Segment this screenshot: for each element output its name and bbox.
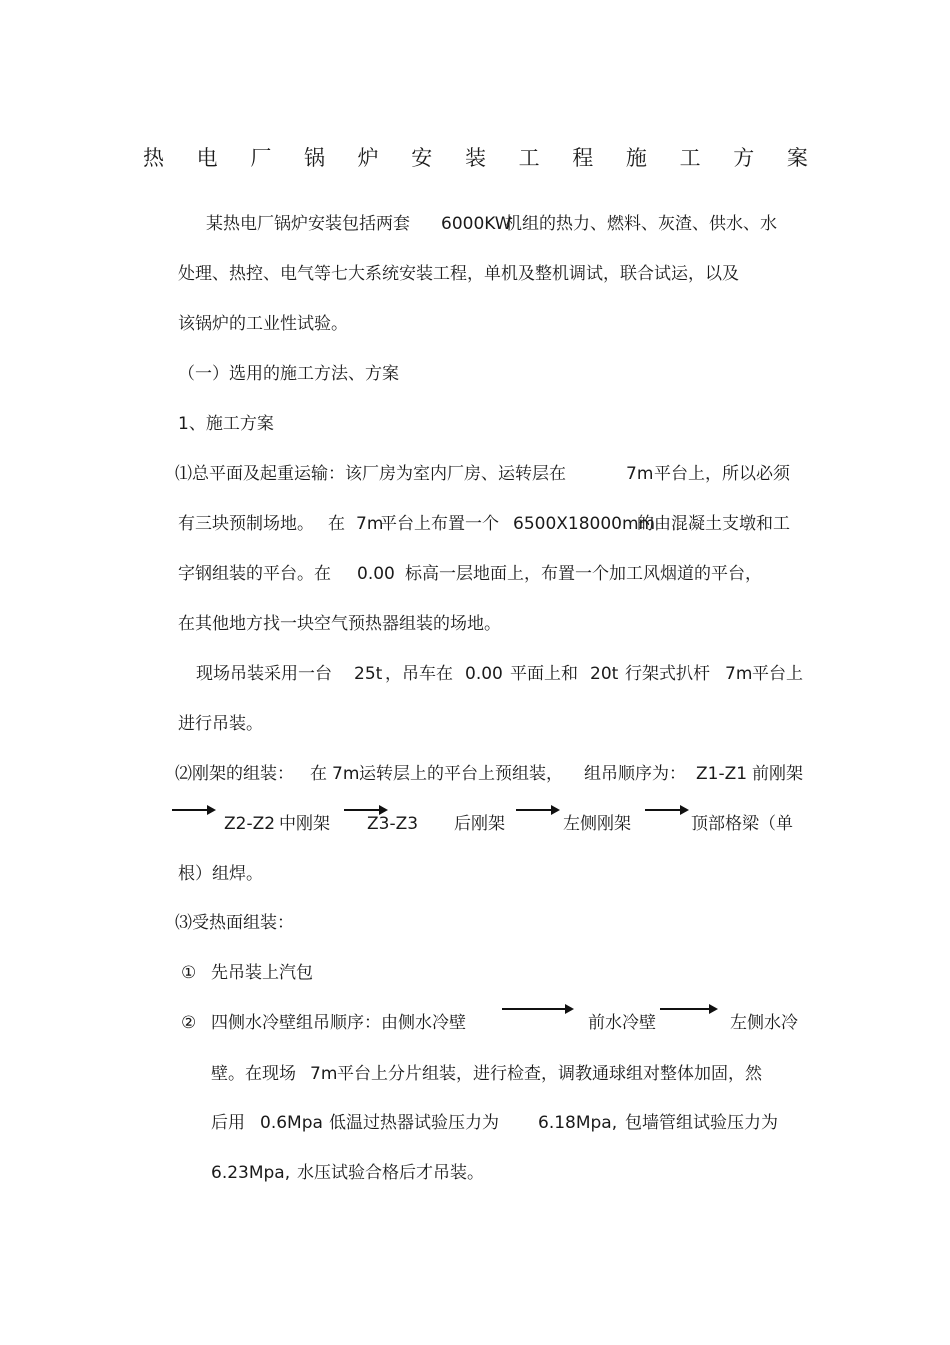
item2-seq2b: 后刚架	[454, 814, 505, 834]
crane-line1-g: 行架式扒杆	[625, 664, 710, 684]
item1-line3-a: 字钢组装的平台。在	[178, 564, 331, 584]
para1-line2: 处理、热控、电气等七大系统安装工程，单机及整机调试，联合试运，以及	[178, 264, 739, 284]
item2-line1-c: 7m	[332, 764, 360, 784]
item1-line1-text: ⑴总平面及起重运输：该厂房为室内厂房、运转层在	[175, 464, 566, 484]
item3-step2-line3-b: 0.6Mpa	[260, 1113, 323, 1133]
item2-seq1b: 中刚架	[279, 814, 330, 834]
para1-line1-power: 6000KW	[441, 214, 512, 234]
item2-seq4: 顶部格梁（单	[691, 814, 793, 834]
item3-step2-c: 左侧水冷	[730, 1013, 798, 1033]
para1-line3: 该锅炉的工业性试验。	[178, 314, 348, 334]
item3-step2-line2-a: 壁。在现场	[211, 1064, 296, 1084]
title-char: 施	[625, 146, 647, 170]
arrow-right-icon	[172, 805, 216, 815]
item2-seq1: Z2-Z2	[224, 814, 276, 834]
item1-line2-b: 在	[328, 514, 345, 534]
title-char: 工	[518, 146, 540, 170]
item2-line1-b: 在	[310, 764, 327, 784]
crane-line1-b: 25t	[354, 664, 383, 684]
crane-line1-a: 现场吊装采用一台	[196, 664, 332, 684]
crane-line1-c: ，吊车在	[385, 664, 453, 684]
item2-line1-a: ⑵刚架的组装：	[175, 764, 294, 784]
item2-line1-d: 运转层上的平台上预组装，	[359, 764, 563, 784]
item3-step2-line4-b: 水压试验合格后才吊装。	[297, 1163, 484, 1183]
item3-step2-line3-a: 后用	[211, 1113, 245, 1133]
title-char: 装	[464, 146, 486, 170]
item3-step1-number: ①	[181, 963, 197, 983]
item1-line3-rest: 标高一层地面上，布置一个加工风烟道的平台，	[405, 564, 762, 584]
item1-line2-d: 平台上布置一个	[380, 514, 499, 534]
title-char: 方	[733, 146, 755, 170]
crane-line1-i: 平台上	[752, 664, 803, 684]
crane-line1-f: 20t	[590, 664, 619, 684]
item1-line2-dimension: 6500X18000mm	[513, 514, 656, 534]
document-title	[143, 146, 808, 170]
title-char: 电	[196, 146, 218, 170]
section-heading: （一）选用的施工方法、方案	[178, 364, 399, 384]
item3-step2-line2-c: 平台上分片组装，进行检查，调教通球组对整体加固，然	[337, 1064, 762, 1084]
item3-step2-line2-b: 7m	[310, 1064, 338, 1084]
title-char: 热	[143, 146, 164, 170]
item3-step2-a: 四侧水冷壁组吊顺序：由侧水冷壁	[211, 1013, 466, 1033]
crane-line2: 进行吊装。	[178, 714, 263, 734]
item3-step1: 先吊装上汽包	[211, 963, 313, 983]
title-char: 工	[679, 146, 701, 170]
crane-line1-d: 0.00	[465, 664, 503, 684]
item2-line1-g: 前刚架	[752, 764, 803, 784]
item1-line4: 在其他地方找一块空气预热器组装的场地。	[178, 614, 501, 634]
item2-line3: 根）组焊。	[178, 864, 263, 884]
arrow-right-icon	[660, 1004, 718, 1014]
para1-line1-text: 某热电厂锅炉安装包括两套	[206, 214, 410, 234]
title-char: 安	[411, 146, 433, 170]
title-char: 锅	[303, 146, 325, 170]
item2-line1-e: 组吊顺序为：	[584, 764, 686, 784]
item3-step2-line3-c: 低温过热器试验压力为	[329, 1113, 499, 1133]
item3-step2-line3-e: 包墙管组试验压力为	[625, 1113, 778, 1133]
crane-line1-e: 平面上和	[510, 664, 578, 684]
item3-step2-line4-a: 6.23Mpa,	[211, 1163, 291, 1183]
para1-line1-rest: 机组的热力、燃料、灰渣、供水、水	[505, 214, 777, 234]
item1-line1-height: 7m	[626, 464, 654, 484]
item2-seq2: Z3-Z3	[367, 814, 419, 834]
title-char: 厂	[250, 146, 272, 170]
title-char: 案	[786, 146, 808, 170]
item3-step2-line3-d: 6.18Mpa,	[538, 1113, 618, 1133]
item1-line2-a: 有三块预制场地。	[178, 514, 314, 534]
title-char: 炉	[357, 146, 379, 170]
item2-seq3: 左侧刚架	[563, 814, 631, 834]
item3-heading: ⑶受热面组装：	[175, 913, 294, 933]
item1-line2-height: 7m	[356, 514, 384, 534]
crane-line1-h: 7m	[725, 664, 753, 684]
item1-line2-rest: 的由混凝土支墩和工	[637, 514, 790, 534]
arrow-right-icon	[502, 1004, 574, 1014]
item2-line1-f: Z1-Z1	[696, 764, 748, 784]
arrow-right-icon	[645, 805, 689, 815]
item1-line3-level: 0.00	[357, 564, 395, 584]
item1-line1-rest: 平台上，所以必须	[654, 464, 790, 484]
item3-step2-number: ②	[181, 1013, 197, 1033]
item3-step2-b: 前水冷壁	[588, 1013, 656, 1033]
arrow-right-icon	[516, 805, 560, 815]
subsection-heading: 1、施工方案	[178, 414, 274, 434]
title-char: 程	[572, 146, 594, 170]
